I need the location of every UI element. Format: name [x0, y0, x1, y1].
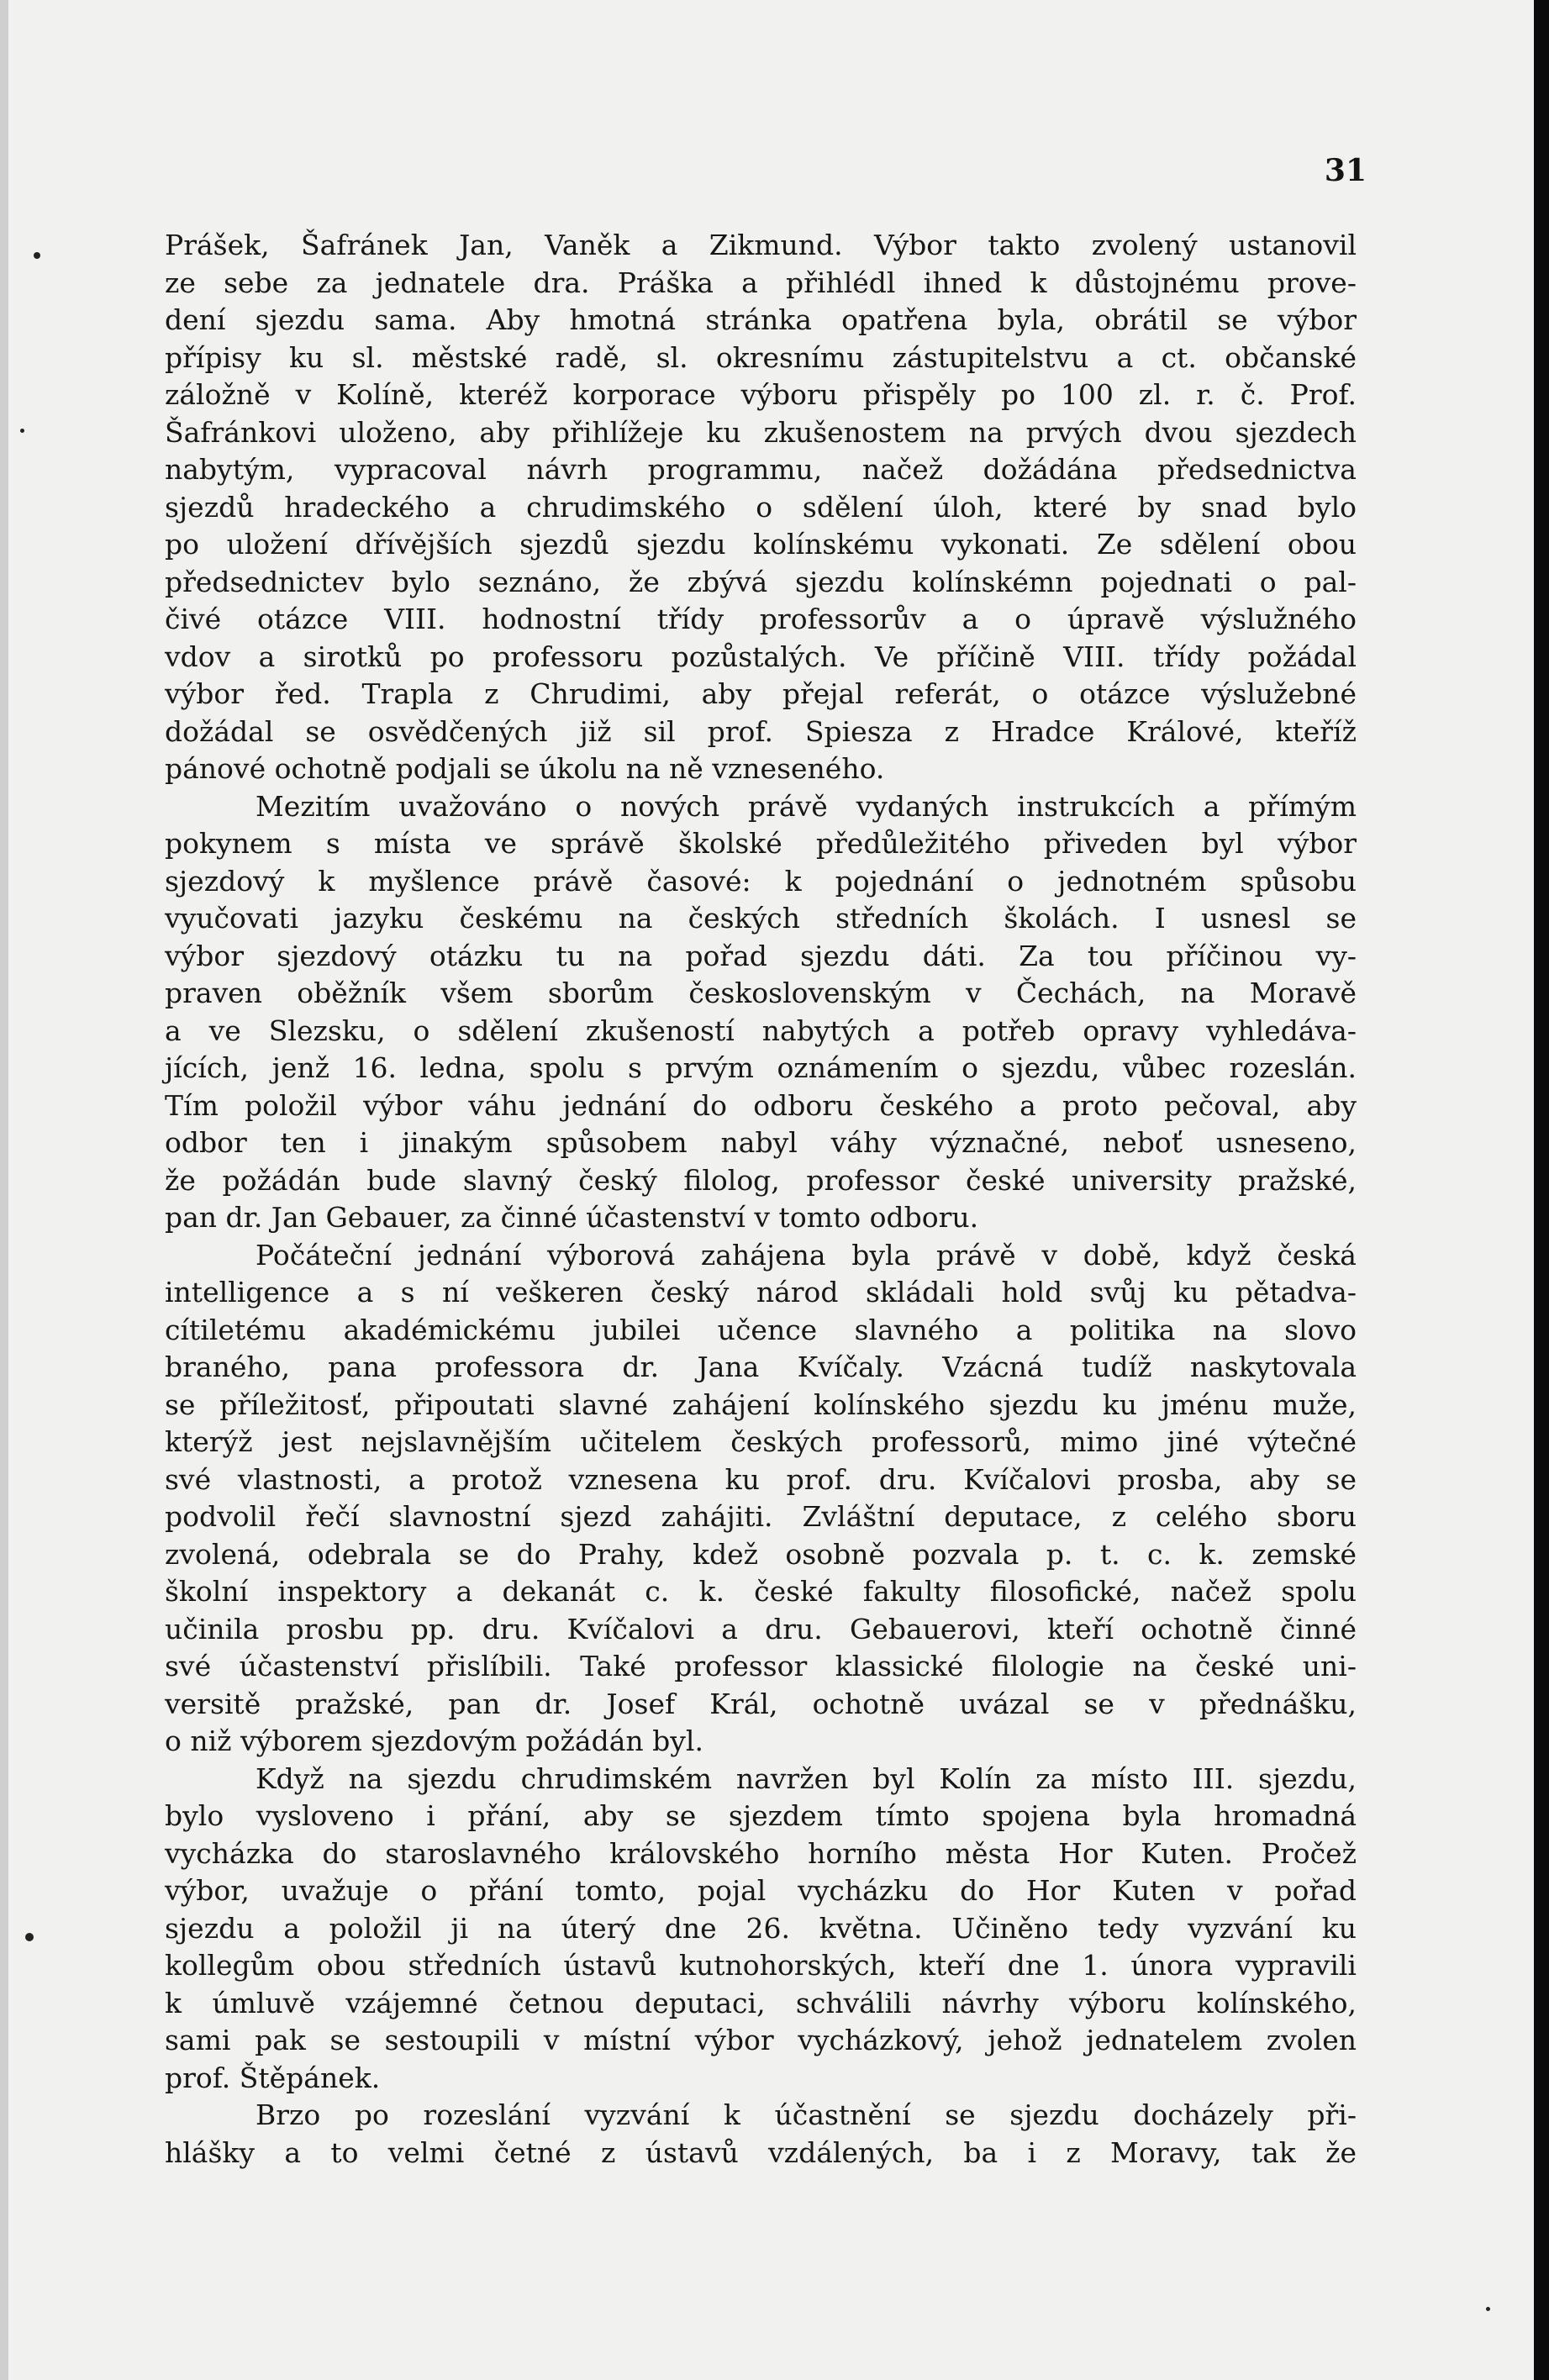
scan-speck [25, 1933, 34, 1941]
text-line: své účastenství přislíbili. Také professor klassické filologie na české uni- [165, 1650, 1357, 1682]
text-line: jících, jenž 16. ledna, spolu s prvým oznámením o sjezdu, vůbec rozeslán. [165, 1051, 1357, 1084]
scan-speck [1486, 2307, 1490, 2311]
text-line: se příležitosť, připoutati slavné zahájení kolínského sjezdu ku jménu muže, [165, 1387, 1357, 1421]
text-line: pokynem s místa ve správě školské předůležitého přiveden byl výbor [165, 827, 1357, 860]
text-line: a ve Slezsku, o sdělení zkušeností nabytých a potřeb opravy vyhledáva- [165, 1014, 1357, 1047]
text-line: Brzo po rozeslání vyzvání k účastnění se sjezdu docházely při- [256, 2098, 1357, 2131]
scan-speck [20, 429, 24, 433]
text-line: o niž výborem sjezdovým požádán byl. [165, 1724, 703, 1757]
text-line: Šafránkovi uloženo, aby přihlížeje ku zkušenostem na prvých dvou sjezdech [165, 415, 1357, 449]
text-line: cítiletému akadémickému jubilei učence slavného a politika na slovo [165, 1313, 1357, 1346]
text-line: předsednictev bylo seznáno, že zbývá sjezdu kolínskémn pojednati o pal- [165, 565, 1357, 598]
text-line: vdov a sirotků po professoru pozůstalých. Ve příčině VIII. třídy požádal [165, 640, 1357, 673]
text-line: přípisy ku sl. městské radě, sl. okresnímu zástupitelstvu a ct. občanské [165, 340, 1357, 374]
text-line: kterýž jest nejslavnějším učitelem českých professorů, mimo jiné výtečné [165, 1425, 1357, 1458]
text-line: Když na sjezdu chrudimském navržen byl Kolín za místo III. sjezdu, [256, 1761, 1357, 1795]
text-line: pánové ochotně podjali se úkolu na ně vzneseného. [165, 752, 885, 785]
body-text [165, 227, 1357, 2172]
text-line: praven oběžník všem sborům československým v Čechách, na Moravě [165, 977, 1357, 1009]
text-line: nabytým, vypracoval návrh programmu, načež dožádána předsednictva [165, 453, 1357, 486]
text-line: odbor ten i jinakým spůsobem nabyl váhy význačné, neboť usneseno, [165, 1126, 1357, 1159]
text-line: zvolená, odebrala se do Prahy, kdež osobně pozvala p. t. c. k. zemské [165, 1537, 1357, 1571]
text-line: dožádal se osvědčených již sil prof. Spiesza z Hradce Králové, kteříž [165, 714, 1357, 748]
text-line: záložně v Kolíně, kteréž korporace výboru přispěly po 100 zl. r. č. Prof. [165, 378, 1357, 411]
text-line: Počáteční jednání výborová zahájena byla právě v době, když česká [256, 1238, 1357, 1272]
text-line: versitě pražské, pan dr. Josef Král, ochotně uvázal se v přednášku, [165, 1687, 1357, 1720]
text-line: braného, pana professora dr. Jana Kvíčaly. Vzácná tudíž naskytovala [165, 1351, 1357, 1383]
text-line: sjezdu a položil ji na úterý dne 26. května. Učiněno tedy vyzvání ku [165, 1911, 1357, 1945]
text-line: vyučovati jazyku českému na českých středních školách. I usnesl se [165, 902, 1357, 935]
text-line: prof. Štěpánek. [165, 2061, 381, 2094]
text-line: školní inspektory a dekanát c. k. české fakulty filosofické, načež spolu [165, 1575, 1357, 1608]
text-line: pan dr. Jan Gebauer, za činné účastenství v tomto odboru. [165, 1201, 979, 1234]
text-line: intelligence a s ní veškeren český národ skládali hold svůj ku pětadva- [165, 1276, 1357, 1308]
text-line: že požádán bude slavný český filolog, professor české university pražské, [165, 1163, 1357, 1197]
text-line: Tím položil výbor váhu jednání do odboru českého a proto pečoval, aby [165, 1088, 1357, 1122]
text-line: vycházka do staroslavného královského horního města Hor Kuten. Pročež [165, 1836, 1357, 1870]
text-line: ze sebe za jednatele dra. Práška a přihlédl ihned k důstojnému prove- [165, 266, 1357, 299]
text-line: učinila prosbu pp. dru. Kvíčalovi a dru. Gebauerovi, kteří ochotně činné [165, 1612, 1357, 1645]
text-line: sjezdový k myšlence právě časové: k pojednání o jednotném spůsobu [165, 864, 1357, 898]
text-line: výbor řed. Trapla z Chrudimi, aby přejal referát, o otázce výslužebné [165, 677, 1357, 710]
text-line: hlášky a to velmi četné z ústavů vzdálených, ba i z Moravy, tak že [165, 2135, 1357, 2169]
text-line: Prášek, Šafránek Jan, Vaněk a Zikmund. Výbor takto zvolený ustanovil [165, 229, 1357, 261]
text-line: Mezitím uvažováno o nových právě vydaných instrukcích a přímým [256, 789, 1357, 823]
text-line: sjezdů hradeckého a chrudimského o sdělení úloh, které by snad bylo [165, 490, 1357, 524]
text-line: sami pak se sestoupili v místní výbor vycházkový, jehož jednatelem zvolen [165, 2024, 1357, 2056]
scan-edge-right [1534, 0, 1549, 2380]
text-line: k úmluvě vzájemné četnou deputaci, schválili návrhy výboru kolínského, [165, 1986, 1357, 2019]
text-line: kollegům obou středních ústavů kutnohorských, kteří dne 1. února vypravili [165, 1949, 1357, 1982]
text-line: podvolil řečí slavnostní sjezd zahájiti. Zvláštní deputace, z celého sboru [165, 1500, 1357, 1533]
scan-edge-left [0, 0, 8, 2380]
text-line: bylo vysloveno i přání, aby se sjezdem tímto spojena byla hromadná [165, 1799, 1357, 1832]
text-line: dení sjezdu sama. Aby hmotná stránka opatřena byla, obrátil se výbor [165, 303, 1357, 336]
text-line: své vlastnosti, a protož vznesena ku prof. dru. Kvíčalovi prosba, aby se [165, 1462, 1357, 1496]
text-line: čivé otázce VIII. hodnostní třídy professorův a o úpravě výslužného [165, 603, 1357, 635]
text-line: po uložení dřívějších sjezdů sjezdu kolínskému vykonati. Ze sdělení obou [165, 528, 1357, 561]
scan-speck [34, 252, 40, 259]
text-line: výbor sjezdový otázku tu na pořad sjezdu dáti. Za tou příčinou vy- [165, 939, 1357, 972]
page-number: 31 [1324, 153, 1367, 188]
text-line: výbor, uvažuje o přání tomto, pojal vycházku do Hor Kuten v pořad [165, 1874, 1357, 1907]
